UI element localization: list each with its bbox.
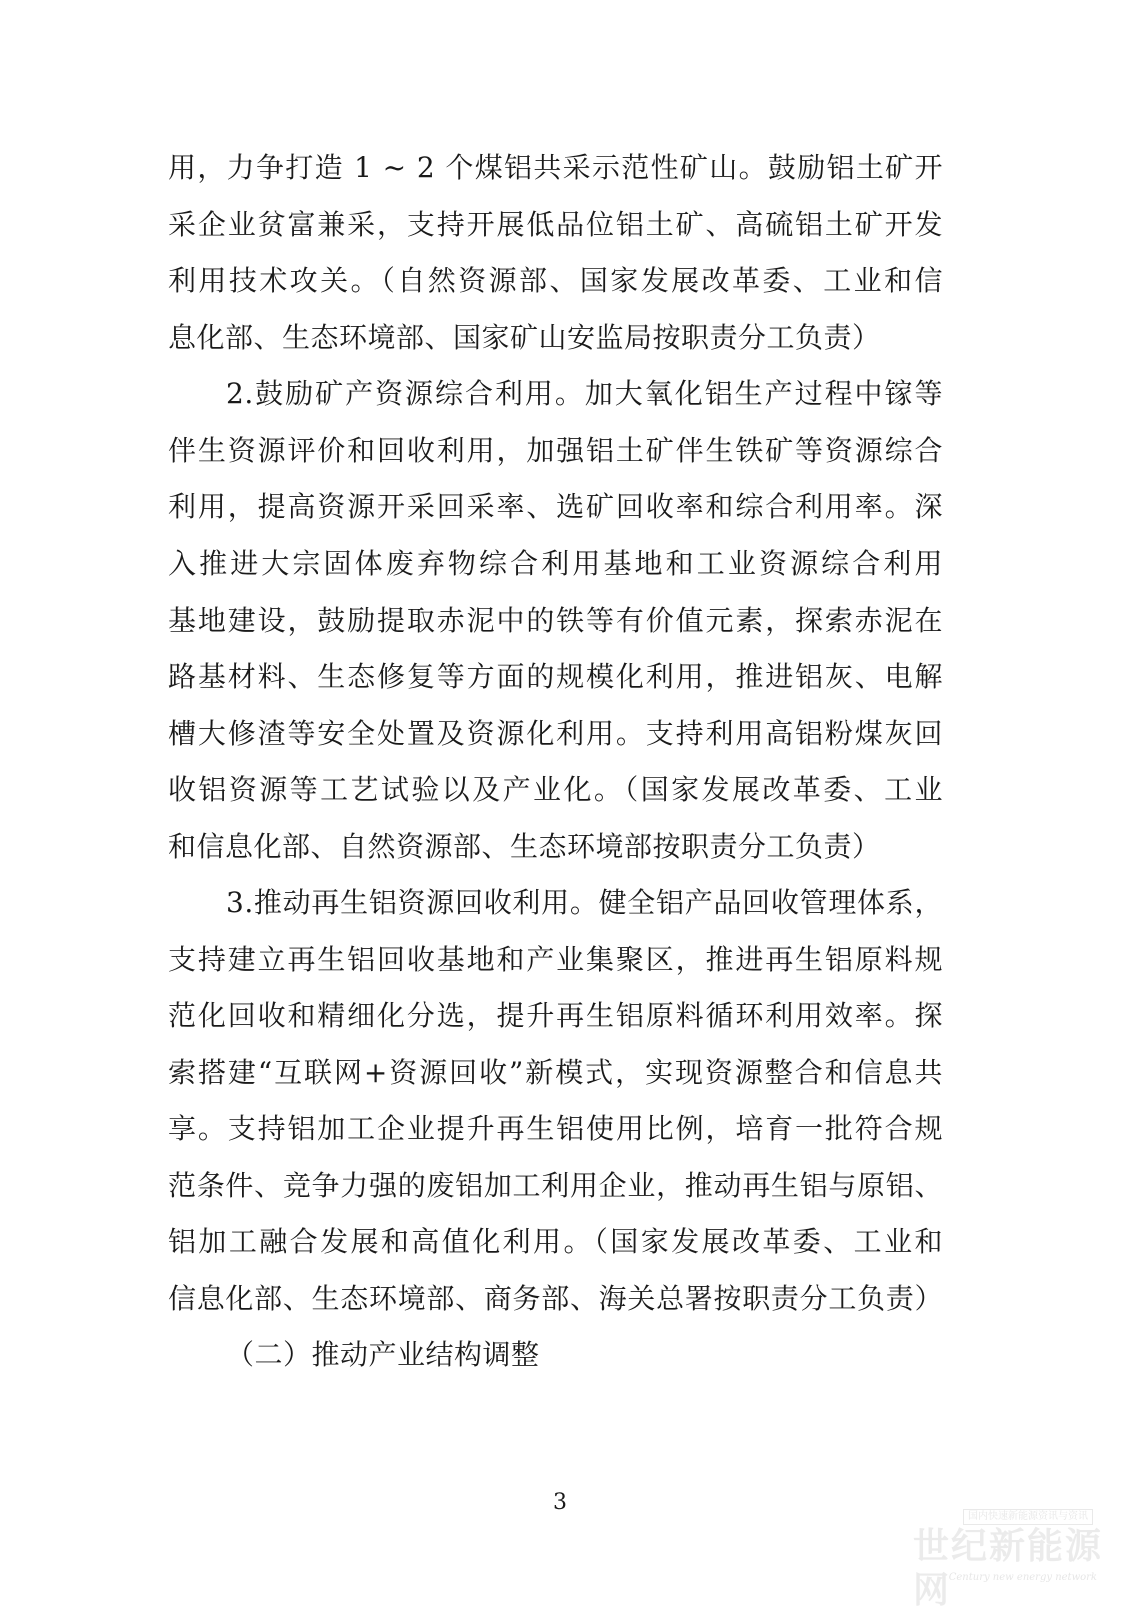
paragraph-line: 索搭建“互联网+资源回收”新模式，实现资源整合和信息共	[168, 1056, 943, 1089]
paragraph-line: 2.鼓励矿产资源综合利用。加大氧化铝生产过程中镓等	[226, 377, 943, 410]
paragraph-line: 范条件、竞争力强的废铝加工利用企业，推动再生铝与原铝、	[168, 1169, 943, 1202]
paragraph-line: 槽大修渣等安全处置及资源化利用。支持利用高铝粉煤灰回	[168, 717, 943, 750]
watermark-logo	[913, 1509, 1123, 1611]
paragraph-line: 息化部、生态环境部、国家矿山安监局按职责分工负责）	[168, 321, 881, 354]
paragraph-line: 范化回收和精细化分选，提升再生铝原料循环利用效率。探	[168, 999, 943, 1032]
watermark-tagline: 国内快速新能源资讯与资讯	[963, 1509, 1093, 1525]
paragraph-line: 用，力争打造 1 ~ 2 个煤铝共采示范性矿山。鼓励铝土矿开	[168, 151, 943, 184]
paragraph-line: 入推进大宗固体废弃物综合利用基地和工业资源综合利用	[168, 547, 943, 580]
paragraph-line: 铝加工融合发展和高值化利用。（国家发展改革委、工业和	[168, 1225, 943, 1258]
page-number: 3	[553, 1490, 567, 1515]
watermark-subtitle: Century new energy network	[948, 1572, 1097, 1583]
paragraph-line: 伴生资源评价和回收利用，加强铝土矿伴生铁矿等资源综合	[168, 434, 943, 467]
watermark-title: 世纪新能源网	[913, 1526, 1104, 1611]
paragraph-line: 3.推动再生铝资源回收利用。健全铝产品回收管理体系，	[226, 886, 943, 919]
paragraph-line: 享。支持铝加工企业提升再生铝使用比例，培育一批符合规	[168, 1112, 943, 1145]
paragraph-line: 采企业贫富兼采，支持开展低品位铝土矿、高硫铝土矿开发	[168, 208, 943, 241]
paragraph-line: 收铝资源等工艺试验以及产业化。（国家发展改革委、工业	[168, 773, 943, 806]
paragraph-line: 路基材料、生态修复等方面的规模化利用，推进铝灰、电解	[168, 660, 943, 693]
paragraph-line: 利用，提高资源开采回采率、选矿回收率和综合利用率。深	[168, 490, 943, 523]
section-heading: （二）推动产业结构调整	[226, 1338, 540, 1371]
paragraph-line: 支持建立再生铝回收基地和产业集聚区，推进再生铝原料规	[168, 943, 943, 976]
paragraph-line: 和信息化部、自然资源部、生态环境部按职责分工负责）	[168, 830, 881, 863]
paragraph-line: 信息化部、生态环境部、商务部、海关总署按职责分工负责）	[168, 1282, 943, 1315]
paragraph-line: 利用技术攻关。（自然资源部、国家发展改革委、工业和信	[168, 264, 943, 297]
paragraph-line: 基地建设，鼓励提取赤泥中的铁等有价值元素，探索赤泥在	[168, 604, 943, 637]
